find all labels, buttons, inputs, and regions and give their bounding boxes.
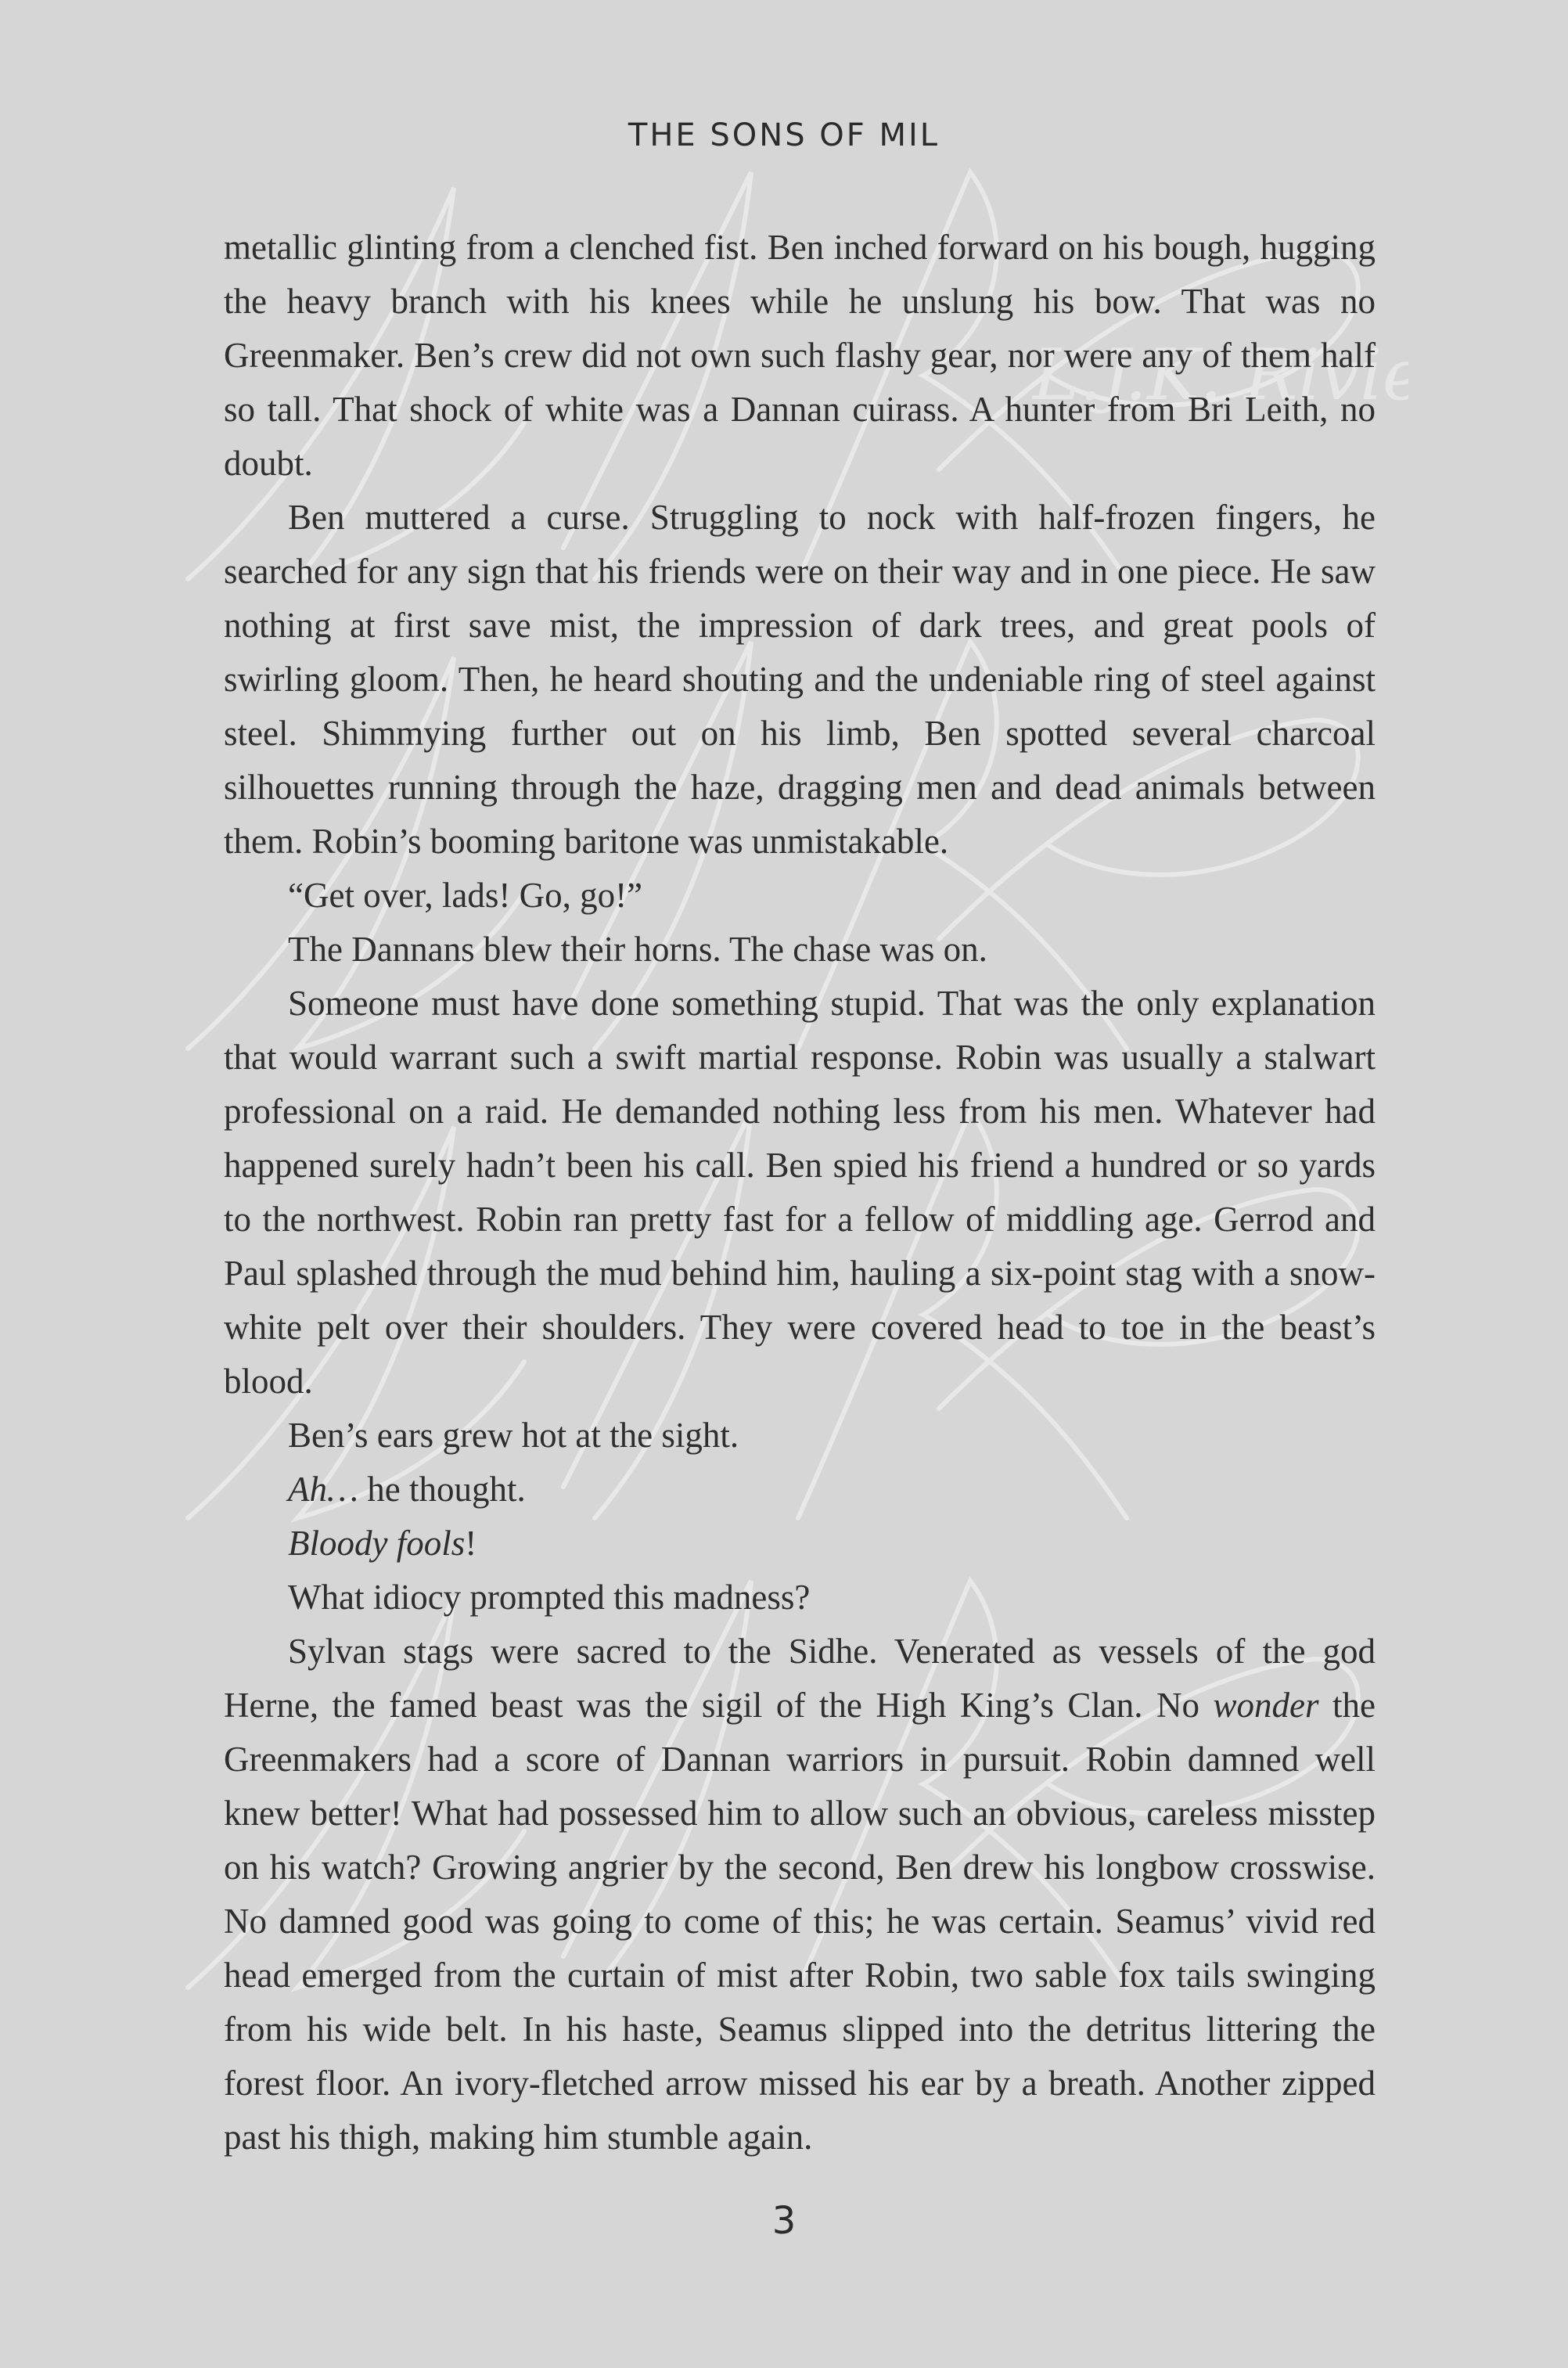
paragraph: Ben’s ears grew hot at the sight.	[288, 1416, 739, 1455]
paragraph: metallic glinting from a clenched fist. Ben inched forward on his bough, hugging the heavy branch with his knees while he unslung his bow. That was no Greenmaker. Ben’s crew did not own such flashy gear, nor were any of them half so tall. That shock of white was a Dannan cuirass. A hunter from Bri Leith, no doubt.	[224, 228, 1376, 483]
thought-tag: he thought.	[358, 1470, 526, 1509]
thought-paragraph	[224, 1517, 1376, 1571]
paragraph: Someone must have done something stupid. That was the only explanation that would warrant such a swift martial response. Robin was usually a stalwart professional on a raid. He demanded nothing less from his men. Whatever had happened surely hadn’t been his call. Ben spied his friend a hundred or so yards to the northwest. Robin ran pretty fast for a fellow of middling age. Gerrod and Paul splashed through the mud behind him, hauling a six-point stag with a snow-white pelt over their shoulders. They were covered head to toe in the beast’s blood.	[224, 984, 1376, 1401]
running-head: THE SONS OF MIL	[628, 117, 940, 153]
page-number: 3	[771, 2199, 797, 2243]
text-run: Sylvan stags were sacred to the Sidhe. Venerated as vessels of the god Herne, the famed beast was the sigil of the High King’s Clan. No	[224, 1632, 1376, 1725]
body-text	[224, 221, 1376, 2165]
svg-text:L.J.K. Riviere: L.J.K. Rivi	[1033, 334, 1383, 416]
thought-paragraph	[224, 1463, 1376, 1517]
dialogue-paragraph: “Get over, lads! Go, go!”	[288, 876, 643, 915]
thought-punctuation: !	[465, 1524, 477, 1563]
paragraph: What idiocy prompted this madness?	[288, 1578, 811, 1617]
italic-thought: Ah…	[288, 1470, 358, 1509]
paragraph	[224, 1625, 1376, 2165]
paragraph: Ben muttered a curse. Struggling to nock with half-frozen fingers, he searched for any sign that his friends were on their way and in one piece. He saw nothing at first save mist, the impression of dark trees, and great pools of swirling gloom. Then, he heard shouting and the undeniable ring of steel against steel. Shimmying further out on his limb, Ben spotted several charcoal silhouettes running through the haze, dragging men and dead animals between them. Robin’s booming baritone was unmistakable.	[224, 498, 1376, 861]
italic-thought: Bloody fools	[288, 1524, 466, 1563]
text-run: the Greenmakers had a score of Dannan warriors in pursuit. Robin damned well knew better! What had possessed him to allow such an obvious, careless misstep on his watch? Growing angrier by the second, Ben drew his longbow crosswise. No damned good was going to come of this; he was certain. Seamus’ vivid red head emerged from the curtain of mist after Robin, two sable fox tails swinging from his wide belt. In his haste, Seamus slipped into the detritus littering the forest floor. An ivory-fletched arrow missed his ear by a breath. Another zipped past his thigh, making him stumble again.	[224, 1686, 1376, 2157]
paragraph: The Dannans blew their horns. The chase was on.	[288, 930, 987, 969]
italic-emphasis: wonder	[1213, 1686, 1319, 1725]
